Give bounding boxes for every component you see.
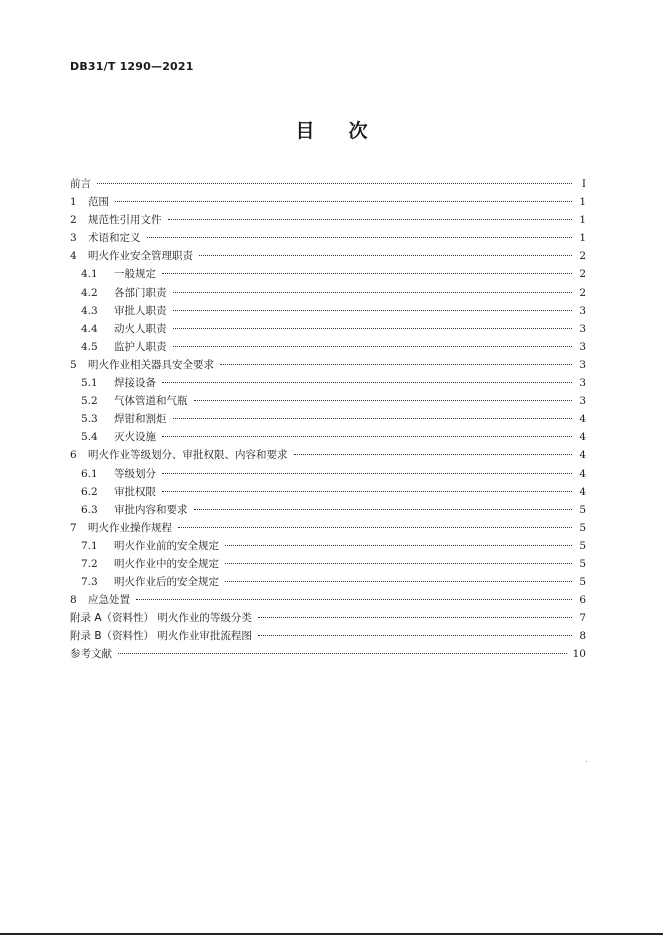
- toc-entry[interactable]: [70, 247, 586, 265]
- toc-entry-title: 一般规定: [114, 268, 156, 281]
- toc-entry-page: 5: [579, 539, 586, 552]
- toc-entry-number: 4.3: [81, 304, 98, 317]
- toc-entry-page: 3: [579, 377, 586, 390]
- toc-entry[interactable]: [70, 284, 586, 302]
- toc-entry-title: 明火作业等级划分、审批权限、内容和要求: [88, 449, 288, 462]
- toc-entry-title: 各部门职责: [114, 286, 167, 299]
- toc-entry[interactable]: [70, 483, 586, 501]
- toc-entry[interactable]: [70, 410, 586, 428]
- toc-entry-number: 4.5: [81, 340, 98, 353]
- toc-entry-title: 等级划分: [114, 467, 156, 480]
- toc-entry-page: 3: [579, 340, 586, 353]
- toc-entry-title: 明火作业后的安全规定: [114, 576, 219, 589]
- toc-entry-title: 焊接设备: [114, 377, 156, 390]
- toc-entry-title: 灭火设施: [114, 431, 156, 444]
- toc-entry-number: 4.1: [81, 268, 98, 281]
- toc-leader-dots: [194, 400, 573, 401]
- toc-leader-dots: [136, 599, 572, 600]
- toc-entry-page: 4: [579, 467, 586, 480]
- toc-entry[interactable]: [70, 555, 586, 573]
- toc-leader-dots: [258, 635, 572, 636]
- toc-entry[interactable]: [70, 392, 586, 410]
- toc-leader-dots: [168, 219, 573, 220]
- toc-leader-dots: [162, 436, 572, 437]
- toc-entry-page: 3: [579, 322, 586, 335]
- toc-entry-page: 5: [579, 557, 586, 570]
- toc-entry-number: 5.4: [81, 431, 98, 444]
- toc-entry-title: 审批权限: [114, 485, 156, 498]
- toc-entry-number: 7: [70, 521, 77, 534]
- toc-entry[interactable]: [70, 446, 586, 464]
- toc-entry-number: 8: [70, 594, 77, 607]
- standard-code: DB31/T 1290—2021: [70, 60, 194, 73]
- toc-entry-title: 焊钳和割炬: [114, 413, 167, 426]
- page-title: 目次: [295, 120, 402, 142]
- toc-entry[interactable]: [70, 193, 586, 211]
- toc-leader-dots: [118, 653, 567, 654]
- toc-entry-title: 明火作业前的安全规定: [114, 539, 219, 552]
- toc-leader-dots: [173, 418, 573, 419]
- toc-entry-page: 4: [579, 485, 586, 498]
- toc-entry[interactable]: [70, 338, 586, 356]
- toc-entry-title: 规范性引用文件: [88, 214, 162, 227]
- toc-entry[interactable]: [70, 501, 586, 519]
- bottom-border-line: [0, 933, 663, 935]
- toc-entry[interactable]: [70, 591, 586, 609]
- toc-leader-dots: [173, 292, 573, 293]
- toc-entry-title: 范围: [88, 196, 109, 209]
- toc-entry-page: I: [581, 178, 586, 190]
- toc-entry-number: 6.2: [81, 485, 98, 498]
- toc-entry-title: 明火作业相关器具安全要求: [88, 358, 214, 371]
- toc-entry-number: 2: [70, 214, 77, 227]
- toc-leader-dots: [115, 201, 572, 202]
- toc-entry-number: 6.1: [81, 467, 98, 480]
- toc-entry-number: 5: [70, 358, 77, 371]
- toc-leader-dots: [173, 310, 573, 311]
- toc-entry[interactable]: [70, 320, 586, 338]
- toc-entry-title: 气体管道和气瓶: [114, 395, 188, 408]
- toc-entry[interactable]: [70, 465, 586, 483]
- toc-entry[interactable]: [70, 265, 586, 283]
- toc-entry-number: 7.2: [81, 557, 98, 570]
- toc-entry-page: 2: [579, 250, 586, 263]
- toc-entry-title: 术语和定义: [88, 232, 141, 245]
- toc-entry[interactable]: [70, 519, 586, 537]
- toc-leader-dots: [199, 255, 572, 256]
- toc-leader-dots: [178, 527, 572, 528]
- toc-entry-number: 1: [70, 196, 77, 209]
- toc-entry-title: 附录 A（资料性） 明火作业的等级分类: [70, 612, 252, 625]
- toc-entry-number: 5.1: [81, 377, 98, 390]
- toc-entry[interactable]: [70, 175, 586, 193]
- toc-leader-dots: [162, 491, 572, 492]
- toc-entry[interactable]: [70, 211, 586, 229]
- toc-entry-page: 1: [579, 214, 586, 227]
- toc-entry-title: 前言: [70, 178, 91, 190]
- toc-entry-page: 8: [579, 630, 586, 643]
- toc-entry-number: 5.2: [81, 395, 98, 408]
- toc-entry-title: 明火作业安全管理职责: [88, 250, 193, 263]
- toc-entry-title: 审批人职责: [114, 304, 167, 317]
- toc-entry-title: 监护人职责: [114, 340, 167, 353]
- toc-entry-page: 4: [579, 449, 586, 462]
- toc-entry[interactable]: [70, 609, 586, 627]
- toc-entry-page: 4: [579, 413, 586, 426]
- table-of-contents: [70, 171, 586, 664]
- toc-leader-dots: [220, 364, 572, 365]
- toc-entry-title: 应急处置: [88, 594, 130, 607]
- toc-leader-dots: [162, 473, 572, 474]
- toc-entry-title: 审批内容和要求: [114, 503, 188, 516]
- toc-entry-title: 附录 B（资料性） 明火作业审批流程图: [70, 630, 252, 643]
- toc-leader-dots: [173, 346, 573, 347]
- toc-leader-dots: [147, 237, 573, 238]
- toc-entry-number: 4.4: [81, 322, 98, 335]
- toc-entry-page: 2: [579, 268, 586, 281]
- toc-entry[interactable]: [70, 645, 586, 663]
- toc-entry[interactable]: [70, 374, 586, 392]
- toc-entry-page: 4: [579, 431, 586, 444]
- toc-entry-number: 6: [70, 449, 77, 462]
- toc-entry-page: 3: [579, 304, 586, 317]
- toc-entry-page: 5: [579, 576, 586, 589]
- toc-entry-title: 参考文献: [70, 648, 112, 661]
- toc-entry[interactable]: [70, 627, 586, 645]
- toc-entry-number: 4.2: [81, 286, 98, 299]
- toc-entry-page: 3: [579, 358, 586, 371]
- toc-entry[interactable]: [70, 537, 586, 555]
- toc-entry-page: 1: [579, 232, 586, 245]
- scan-speck: [586, 761, 587, 762]
- toc-entry[interactable]: [70, 428, 586, 446]
- toc-entry-number: 5.3: [81, 413, 98, 426]
- toc-entry-page: 2: [579, 286, 586, 299]
- toc-leader-dots: [97, 183, 572, 184]
- toc-entry-number: 7.1: [81, 539, 98, 552]
- toc-entry[interactable]: [70, 356, 586, 374]
- toc-leader-dots: [162, 382, 572, 383]
- toc-leader-dots: [225, 563, 572, 564]
- toc-leader-dots: [173, 328, 573, 329]
- toc-entry-number: 6.3: [81, 503, 98, 516]
- toc-entry-page: 6: [579, 594, 586, 607]
- toc-entry-title: 动火人职责: [114, 322, 167, 335]
- toc-leader-dots: [194, 509, 573, 510]
- toc-leader-dots: [258, 617, 572, 618]
- toc-leader-dots: [294, 454, 573, 455]
- toc-entry[interactable]: [70, 229, 586, 247]
- toc-entry-number: 4: [70, 250, 77, 263]
- toc-entry-page: 7: [579, 612, 586, 625]
- toc-leader-dots: [162, 273, 572, 274]
- toc-entry[interactable]: [70, 302, 586, 320]
- toc-entry-page: 3: [579, 395, 586, 408]
- toc-entry[interactable]: [70, 573, 586, 591]
- toc-entry-title: 明火作业操作规程: [88, 521, 172, 534]
- toc-entry-number: 7.3: [81, 576, 98, 589]
- toc-leader-dots: [225, 581, 572, 582]
- toc-entry-number: 3: [70, 232, 77, 245]
- toc-entry-title: 明火作业中的安全规定: [114, 557, 219, 570]
- toc-leader-dots: [225, 545, 572, 546]
- toc-entry-page: 10: [572, 648, 586, 661]
- toc-entry-page: 5: [579, 521, 586, 534]
- toc-entry-page: 1: [579, 196, 586, 209]
- toc-entry-page: 5: [579, 503, 586, 516]
